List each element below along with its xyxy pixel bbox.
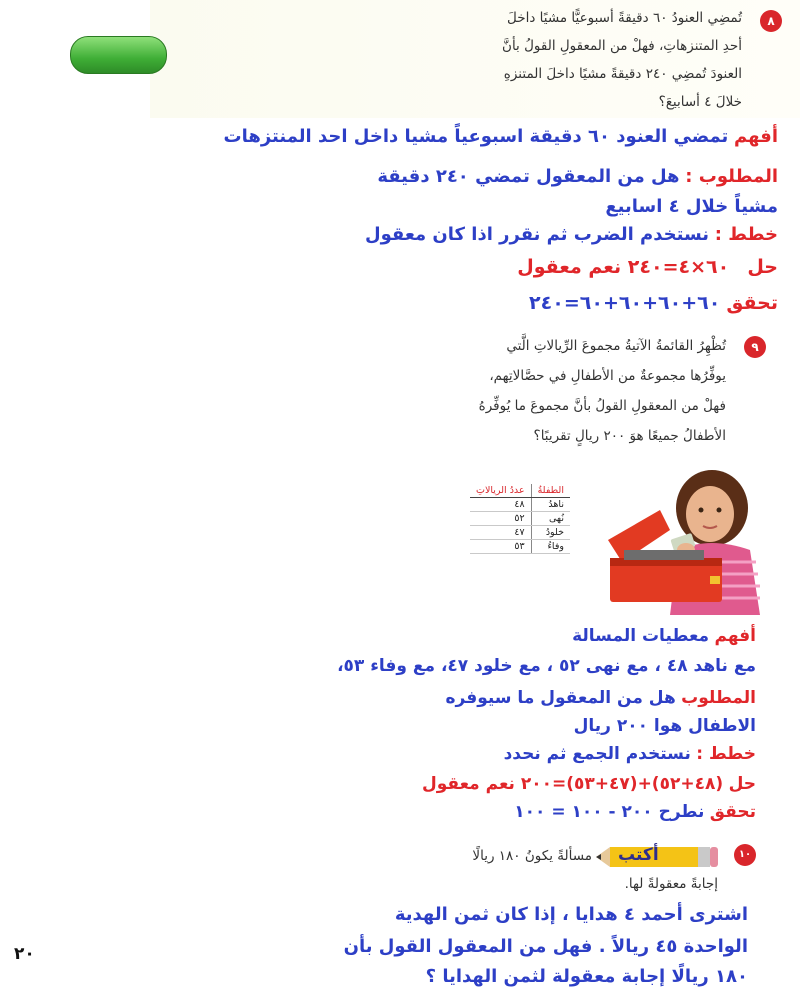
q8-afham xyxy=(224,126,778,147)
q8-matloob-text-2: مشياً خلال ٤ اسابيع xyxy=(605,196,778,217)
q9-tahaqqaq-text: نطرح ٢٠٠ - ١٠٠ = ١٠٠ xyxy=(514,802,705,822)
write-banner-label: أكتب xyxy=(618,845,659,865)
table-cell-amount: ٤٧ xyxy=(470,526,531,540)
table-cell-amount: ٤٨ xyxy=(470,498,531,512)
q10-print-line-1: مسألةً يكونُ ١٨٠ ريالًا xyxy=(472,848,592,864)
q9-tahaqqaq xyxy=(514,802,756,822)
question-10-badge: ١٠ xyxy=(734,844,756,866)
q9-print-line-3: فهلْ من المعقولِ القولُ بأنَّ مجموعَ ما يُوفِّرهُ xyxy=(478,398,726,414)
q8-matloob-label: المطلوب : xyxy=(685,166,778,187)
q8-khutta xyxy=(365,224,778,245)
table-cell-name: وفاءُ xyxy=(531,540,570,554)
q10-answer-line-2: الواحدة ٤٥ ريالاً . فهل من المعقول القول بأن xyxy=(343,936,748,957)
table-row xyxy=(470,540,570,554)
q8-print-line-1: تُمضِي العنودُ ٦٠ دقيقةً أسبوعيًّا مشيًا داخلَ xyxy=(507,10,742,26)
q8-afham-text: تمضي العنود ٦٠ دقيقة اسبوعياً مشيا داخل احد المنتزهات xyxy=(223,126,729,147)
table-header-amount: عددُ الريالاتِ xyxy=(470,484,531,498)
q9-khutta xyxy=(504,744,756,764)
table-cell-name: خلودُ xyxy=(531,526,570,540)
green-tab-decoration xyxy=(70,36,167,74)
table-row xyxy=(470,498,570,512)
q9-print-line-4: الأطفالُ جميعًا هوَ ٢٠٠ ريالٍ تقريبًا؟ xyxy=(533,428,726,444)
q9-afham xyxy=(572,626,756,646)
page-number: ٢٠ xyxy=(14,944,35,964)
question-9-badge: ٩ xyxy=(744,336,766,358)
q9-matloob xyxy=(445,688,756,708)
q9-tahaqqaq-label: تحقق xyxy=(709,802,756,822)
q8-matloob xyxy=(377,166,778,187)
savings-table xyxy=(470,484,570,554)
table-cell-amount: ٥٣ xyxy=(470,540,531,554)
q9-afham-text: معطيات المسالة xyxy=(572,626,710,646)
q8-tahaqqaq-label: تحقق xyxy=(726,292,778,314)
q9-hal-text: (٤٨+٥٢)+(٤٧+٥٣)=٢٠٠ نعم معقول xyxy=(421,774,724,794)
q9-hal-label: حل xyxy=(728,774,756,794)
q10-answer-line-1: اشترى أحمد ٤ هدايا ، إذا كان ثمن الهدية xyxy=(394,904,748,925)
q9-khutta-text: نستخدم الجمع ثم نحدد xyxy=(503,744,691,764)
write-banner xyxy=(596,842,718,872)
q8-hal-text: ٦٠×٤=٢٤٠ نعم معقول xyxy=(517,256,730,278)
q9-afham-label: أفهم xyxy=(714,626,756,646)
table-header-name: الطفلةُ xyxy=(531,484,570,498)
q9-khutta-label: خطط : xyxy=(696,744,756,764)
table-cell-amount: ٥٢ xyxy=(470,512,531,526)
q8-tahaqqaq-text: ٦٠+٦٠+٦٠+٦٠=٢٤٠ xyxy=(529,292,721,314)
q9-print-line-1: تُظْهِرُ القائمةُ الآتيةُ مجموعَ الرِّيالاتِ الَّتي xyxy=(506,338,726,354)
q8-khutta-label: خطط : xyxy=(714,224,778,245)
q9-print-line-2: يوفِّرُها مجموعةٌ من الأطفالِ في حصَّالاتِهم، xyxy=(489,368,726,384)
q9-matloob-text-2: الاطفال هوا ٢٠٠ ريال xyxy=(573,716,756,736)
q10-answer-line-3: ١٨٠ ريالًا إجابة معقولة لثمن الهدايا ؟ xyxy=(425,966,748,987)
q8-hal xyxy=(517,256,778,278)
q8-afham-label: أفهم xyxy=(734,126,778,147)
q9-matloob-text: هل من المعقول ما سيوفره xyxy=(445,688,676,708)
q8-print-line-3: العنودَ تُمضِي ٢٤٠ دقيقةً مشيًا داخلَ المتنزهِ xyxy=(503,66,742,82)
q9-matloob-label: المطلوب xyxy=(681,688,756,708)
q8-tahaqqaq xyxy=(529,292,778,314)
q8-hal-label: حل xyxy=(747,256,778,278)
q10-print-line-2: إجابةً معقولةً لها. xyxy=(624,876,718,892)
q8-print-line-4: خلالَ ٤ أسابيعَ؟ xyxy=(658,94,742,110)
table-cell-name: نُهى xyxy=(531,512,570,526)
table-cell-name: ناهدُ xyxy=(531,498,570,512)
table-row xyxy=(470,526,570,540)
q8-matloob-text: هل من المعقول تمضي ٢٤٠ دقيقة xyxy=(377,166,680,187)
q9-hal xyxy=(422,774,756,794)
q8-khutta-text: نستخدم الضرب ثم نقرر اذا كان معقول xyxy=(365,224,710,245)
q9-givens: مع ناهد ٤٨ ، مع نهى ٥٢ ، مع خلود ٤٧، مع وفاء ٥٣، xyxy=(337,656,756,676)
question-8-badge: ٨ xyxy=(760,10,782,32)
table-row xyxy=(470,512,570,526)
q8-print-line-2: أحدِ المتنزهاتِ، فهلْ من المعقولِ القولُ بأنَّ xyxy=(502,38,742,54)
girl-with-money-box-illustration xyxy=(600,470,785,615)
